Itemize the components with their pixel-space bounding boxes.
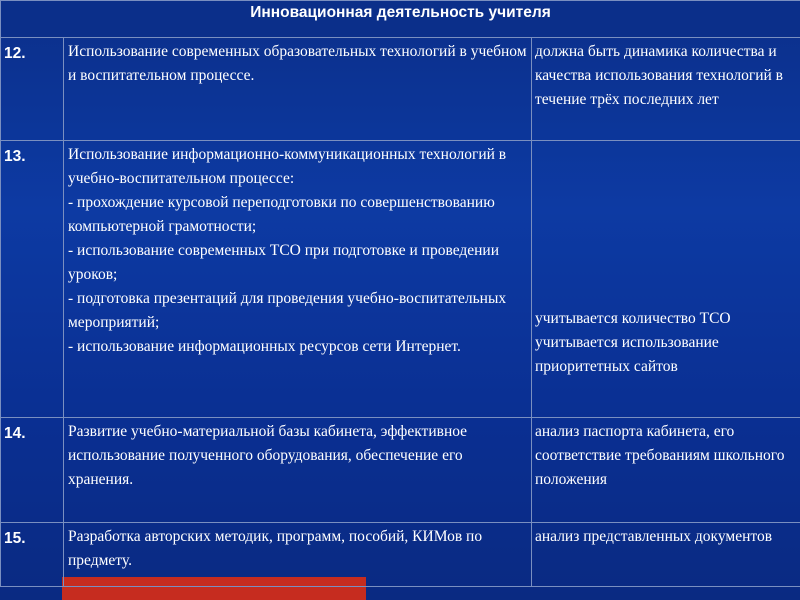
table-row — [1, 418, 800, 523]
table-row — [1, 38, 800, 141]
row-result — [532, 141, 800, 418]
table-row — [1, 523, 800, 587]
row-description — [64, 418, 532, 523]
row-number: 12. — [1, 38, 64, 141]
description-bullet: - подготовка презентаций для проведения учебно-воспитательных мероприятий; — [68, 290, 507, 331]
row-result — [532, 523, 800, 587]
row-number: 15. — [1, 523, 64, 587]
result-text: анализ представленных документов — [535, 528, 773, 545]
result-text: анализ паспорта кабинета, его соответствие требованиям школьного положения — [535, 423, 785, 488]
row-result — [532, 38, 800, 141]
row-number: 14. — [1, 418, 64, 523]
result-text: учитывается количество ТСО — [535, 310, 731, 327]
description-text: Использование информационно-коммуникационных технологий в учебно-воспитательном процессе: — [68, 146, 507, 187]
row-number: 13. — [1, 141, 64, 418]
description-text: Использование современных образовательных технологий в учебном и воспитательном процессе. — [68, 43, 527, 84]
row-result — [532, 418, 800, 523]
description-text: Разработка авторских методик, программ, пособий, КИМов по предмету. — [68, 528, 483, 569]
description-bullet: - использование современных ТСО при подготовке и проведении уроков; — [68, 242, 500, 283]
table-row — [1, 141, 800, 418]
description-text: Развитие учебно-материальной базы кабинета, эффективное использование полученного оборудования, обеспечение его хранения. — [68, 423, 468, 488]
row-description — [64, 523, 532, 587]
description-bullet: - использование информационных ресурсов сети Интернет. — [68, 338, 461, 355]
description-bullet: - прохождение курсовой переподготовки по совершенствованию компьютерной грамотности; — [68, 194, 495, 235]
table-title-row — [1, 1, 800, 38]
row-description — [64, 141, 532, 418]
row-description — [64, 38, 532, 141]
table-title: Инновационная деятельность учителя — [1, 1, 800, 38]
result-text: должна быть динамика количества и качества использования технологий в течение трёх последних лет — [535, 43, 783, 108]
result-text: учитывается использование приоритетных сайтов — [535, 334, 719, 375]
